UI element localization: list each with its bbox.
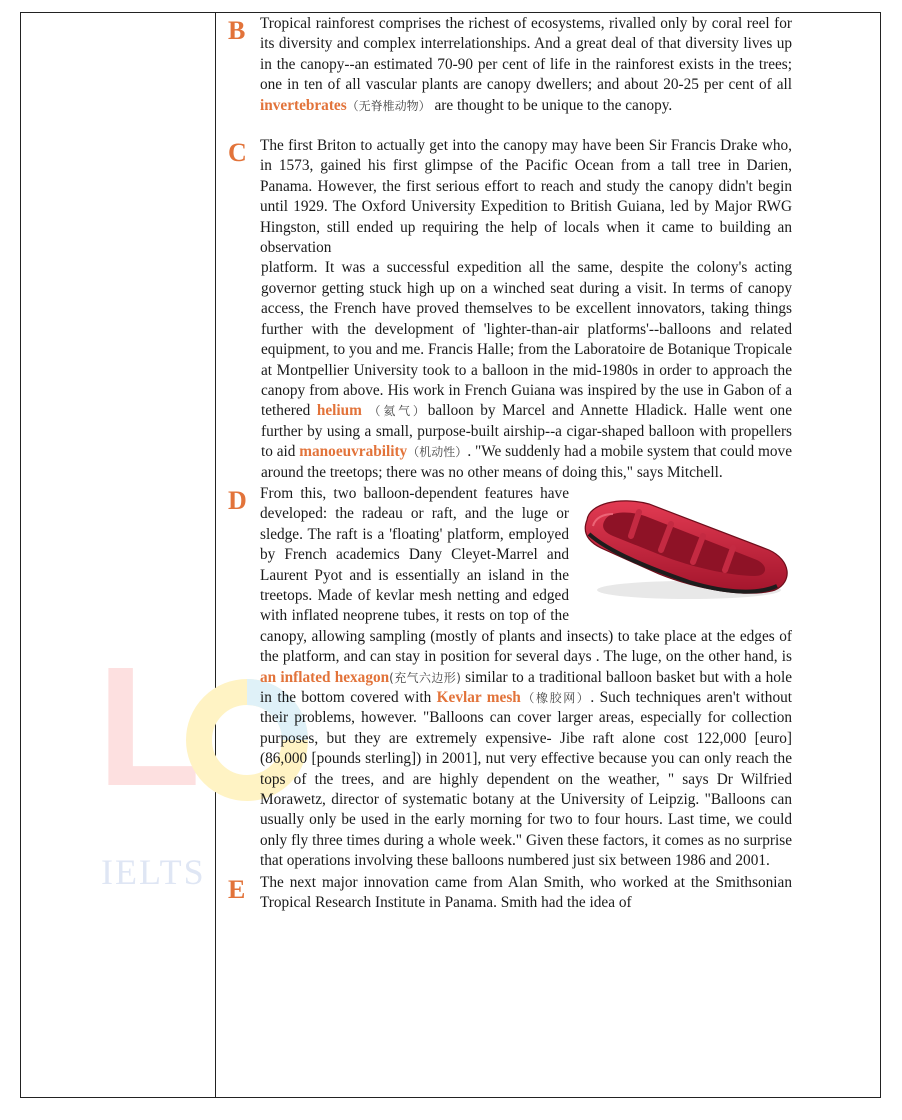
chinese-gloss: （橡胶网） xyxy=(520,691,591,705)
svg-text:L: L xyxy=(97,645,201,805)
vocab-term: helium xyxy=(316,402,362,420)
chinese-gloss: （氦气） xyxy=(361,404,428,419)
vocab-term: an inflated hexagon xyxy=(260,668,390,686)
paragraph-e xyxy=(227,873,792,914)
paragraph-text xyxy=(260,484,792,872)
text-run: The next major innovation came from Alan Smith, who worked at the Smithsonian Tropical Research Institute in Panama. Smith had the idea of xyxy=(260,873,792,912)
text-run: From this, two balloon-dependent features have developed: the radeau or raft, and the luge or sledge. The raft is a 'floating' platform, employed by French academics Dany Cleyet-Marrel and Laurent Pyot and is essentially an island in the treetops. Made of kevlar mesh netting and edged with inflated neoprene tubes, it rests on top of the canopy, allowing sampling (mostly of plants and insects) to take place at the edges of the platform, and can stay in position for several days . The luge, on the other hand, is xyxy=(260,484,792,666)
vocab-term: Kevlar mesh xyxy=(436,689,521,706)
paragraph-letter: D xyxy=(228,485,247,515)
paragraph-c xyxy=(227,136,792,483)
vocab-term: invertebrates xyxy=(260,96,347,114)
text-run: platform. It was a successful expedition all the same, despite the colony's acting governor getting stuck high up on a winched seat during a visit. In terms of canopy access, the French have proved themselves to be excellent innovators, taking things further with the development of 'lighter-than-air platforms'--balloons and related equipment, to you and me. Francis Halle; from the Laboratoire de Botanique Tropicale at Montpellier University took to a balloon in the mid-1980s in order to approach the canopy from above. His work in French Guiana was inspired by the use in Gabon of a tethered xyxy=(261,259,793,420)
paragraph-letter: B xyxy=(228,16,246,45)
column-divider xyxy=(215,13,216,1097)
chinese-gloss: （机动性） xyxy=(407,445,468,460)
paragraph-text xyxy=(260,14,792,116)
text-run: similar to a traditional balloon basket but with a hole in the bottom covered with xyxy=(260,668,792,706)
watermark-text: IELTS xyxy=(101,852,206,892)
page-frame xyxy=(20,12,881,1098)
paragraph-d xyxy=(227,484,792,872)
paragraph-letter: E xyxy=(228,874,246,904)
chinese-gloss: (充气六边形) xyxy=(389,670,461,685)
text-run: are thought to be unique to the canopy. xyxy=(430,96,673,114)
text-run: Tropical rainforest comprises the richest of ecosystems, rivalled only by coral reel for its diversity and complex interrelationships. And a great deal of that diversity lives up in the canopy--an estimated 70-90 per cent of life in the rainforest exists in the trees; one in ten of all vascular plants are canopy dwellers; and about 20-25 per cent of all xyxy=(260,15,792,94)
paragraph-letter: C xyxy=(228,138,247,168)
text-run: . Such techniques aren't without their problems, however. "Balloons can cover larger areas, especially for collection purposes, but they are extremely expensive- Jibe raft alone cost 122,000 [euro] (86,000 [pounds sterling]) in 2001], nut very effective because you can only reach the tops of the trees, and are highly dependent on the weather, " says Dr Wilfried Morawetz, director of systematic botany at the University of Leipzig. "Balloons can usually only be used in the early morning for two to four hours. Last time, we could only fly three times during a whole week." Given these factors, it comes as no surprise that operations involving these balloons numbered just six between 1986 and 2001. xyxy=(260,689,792,870)
paragraph-b xyxy=(227,14,792,116)
raft-image xyxy=(579,490,794,605)
chinese-gloss: （无脊椎动物） xyxy=(346,98,431,113)
article-content xyxy=(227,13,792,913)
paragraph-text xyxy=(260,873,792,914)
text-run: . "We suddenly had a mobile system that could move around the treetops; there was no other means of doing this," says Mitchell. xyxy=(261,443,792,481)
paragraph-text-continued xyxy=(260,258,792,482)
text-run: balloon by Marcel and Annette Hladick. Halle went one further by using a small, purpose-built airship--a cigar-shaped balloon with propellers to aid xyxy=(261,402,792,461)
text-run: The first Briton to actually get into the canopy may have been Sir Francis Drake who, in 1573, gained his first glimpse of the Pacific Ocean from a tall tree in Darien, Panama. However, the first serious effort to reach and study the canopy didn't begin until 1929. The Oxford University Expedition to British Guiana, led by Major RWG Hingston, still ended up requiring the help of locals when it came to building an observation xyxy=(260,137,792,257)
paragraph-text xyxy=(260,136,792,258)
vocab-term: manoeuvrability xyxy=(299,443,408,461)
